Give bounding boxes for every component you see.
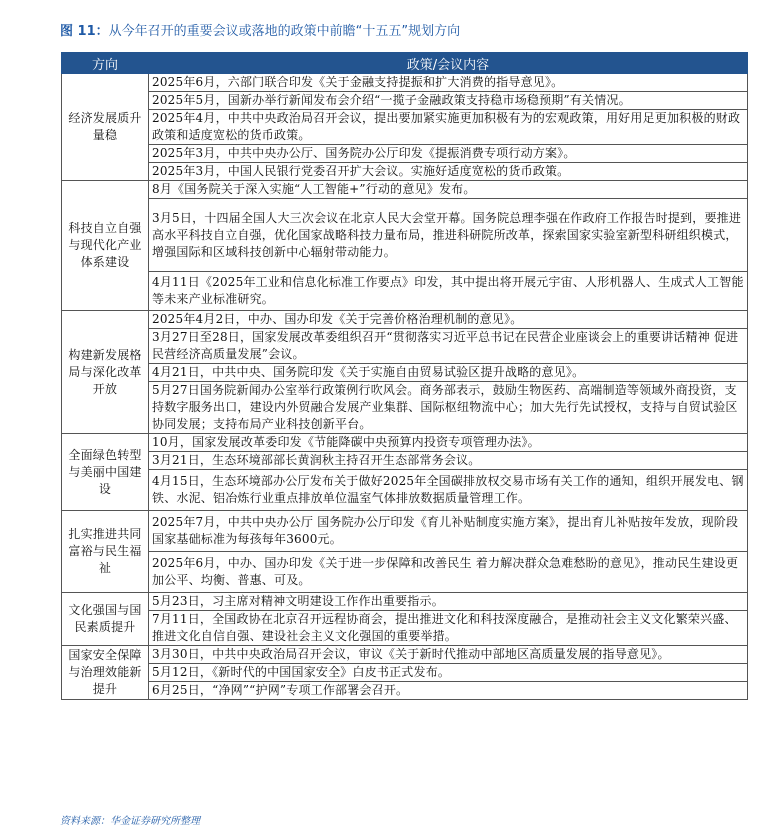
table-row: [62, 593, 748, 611]
table-row: [62, 470, 748, 511]
content-cell: 3月5日，十四届全国人大三次会议在北京人民大会堂开幕。国务院总理李强在作政府工作报告时提到，要推进高水平科技自立自强，优化国家战略科技力量布局，推进科研院所改革，探索国家实验室新型科研组织模式，增强国际和区域科技创新中心辐射带动能力。: [149, 199, 748, 272]
content-cell: 2025年3月，中共中央办公厅、国务院办公厅印发《提振消费专项行动方案》。: [149, 145, 748, 163]
table-row: [62, 163, 748, 181]
table-row: [62, 664, 748, 682]
policy-table: [61, 52, 748, 700]
table-row: [62, 511, 748, 552]
direction-cell: 全面绿色转型与美丽中国建设: [62, 434, 149, 511]
table-row: [62, 145, 748, 163]
direction-cell: 经济发展质升量稳: [62, 74, 149, 181]
content-cell: 2025年5月，国新办举行新闻发布会介绍“一揽子金融政策支持稳市场稳预期”有关情况。: [149, 92, 748, 110]
table-row: [62, 110, 748, 145]
table-row: [62, 92, 748, 110]
table-row: [62, 199, 748, 272]
content-cell: 4月21日，中共中央、国务院印发《关于实施自由贸易试验区提升战略的意见》。: [149, 364, 748, 382]
content-cell: 2025年3月，中国人民银行党委召开扩大会议。实施好适度宽松的货币政策。: [149, 163, 748, 181]
figure-caption: 从今年召开的重要会议或落地的政策中前瞻“十五五”规划方向: [108, 24, 461, 39]
content-cell: 2025年6月，中办、国办印发《关于进一步保障和改善民生 着力解决群众急难愁盼的意见》，推动民生建设更加公平、均衡、普惠、可及。: [149, 552, 748, 593]
table-row: [62, 74, 748, 92]
figure-title: [60, 22, 740, 42]
table-row: [62, 311, 748, 329]
content-cell: 4月11日《2025年工业和信息化标准工作要点》印发，其中提出将开展元宇宙、人形机器人、生成式人工智能等未来产业标准研究。: [149, 272, 748, 311]
direction-cell: 扎实推进共同富裕与民生福祉: [62, 511, 149, 593]
table-row: [62, 552, 748, 593]
table-header-row: [62, 53, 748, 74]
content-cell: 4月15日，生态环境部办公厅发布关于做好2025年全国碳排放权交易市场有关工作的通知，组织开展发电、钢铁、水泥、铝冶炼行业重点排放单位温室气体排放数据质量管理工作。: [149, 470, 748, 511]
content-cell: 3月30日，中共中央政治局召开会议，审议《关于新时代推动中部地区高质量发展的指导意见》。: [149, 646, 748, 664]
content-cell: 5月23日，习主席对精神文明建设工作作出重要指示。: [149, 593, 748, 611]
table-row: [62, 329, 748, 364]
content-cell: 2025年7月，中共中央办公厅 国务院办公厅印发《育儿补贴制度实施方案》，提出育儿补贴按年发放，现阶段国家基础标准为每孩每年3600元。: [149, 511, 748, 552]
content-cell: 7月11日，全国政协在北京召开远程协商会，提出推进文化和科技深度融合，是推动社会主义文化繁荣兴盛、推进文化自信自强、建设社会主义文化强国的重要举措。: [149, 611, 748, 646]
source-note: 资料来源：华金证券研究所整理: [60, 816, 200, 827]
figure-number: 图 11：: [60, 24, 109, 39]
table-row: [62, 364, 748, 382]
table-row: [62, 181, 748, 199]
content-cell: 5月12日，《新时代的中国国家安全》白皮书正式发布。: [149, 664, 748, 682]
direction-cell: 构建新发展格局与深化改革开放: [62, 311, 149, 434]
table-row: [62, 434, 748, 452]
content-cell: 2025年4月2日，中办、国办印发《关于完善价格治理机制的意见》。: [149, 311, 748, 329]
content-cell: 2025年6月，六部门联合印发《关于金融支持提振和扩大消费的指导意见》。: [149, 74, 748, 92]
header-content: 政策/会议内容: [149, 53, 748, 74]
table-row: [62, 646, 748, 664]
header-direction: 方向: [62, 53, 149, 74]
table-row: [62, 611, 748, 646]
content-cell: 6月25日，“净网”“护网”专项工作部署会召开。: [149, 682, 748, 700]
table-row: [62, 682, 748, 700]
table-row: [62, 382, 748, 434]
direction-cell: 文化强国与国民素质提升: [62, 593, 149, 646]
table-row: [62, 272, 748, 311]
content-cell: 3月21日，生态环境部部长黄润秋主持召开生态部常务会议。: [149, 452, 748, 470]
content-cell: 10月，国家发展改革委印发《节能降碳中央预算内投资专项管理办法》。: [149, 434, 748, 452]
direction-cell: 科技自立自强与现代化产业体系建设: [62, 181, 149, 311]
content-cell: 2025年4月，中共中央政治局召开会议，提出要加紧实施更加积极有为的宏观政策，用好用足更加积极的财政政策和适度宽松的货币政策。: [149, 110, 748, 145]
table-row: [62, 452, 748, 470]
content-cell: 8月《国务院关于深入实施“人工智能+”行动的意见》发布。: [149, 181, 748, 199]
content-cell: 5月27日国务院新闻办公室举行政策例行吹风会。商务部表示，鼓励生物医药、高端制造等领域外商投资，支持数字服务出口，建设内外贸融合发展产业集群、国际枢纽物流中心；加大先行先试授权，支持与自贸试验区协同发展；支持布局产业科技创新平台。: [149, 382, 748, 434]
direction-cell: 国家安全保障与治理效能新提升: [62, 646, 149, 700]
content-cell: 3月27日至28日，国家发展改革委组织召开“贯彻落实习近平总书记在民营企业座谈会上的重要讲话精神 促进民营经济高质量发展”会议。: [149, 329, 748, 364]
